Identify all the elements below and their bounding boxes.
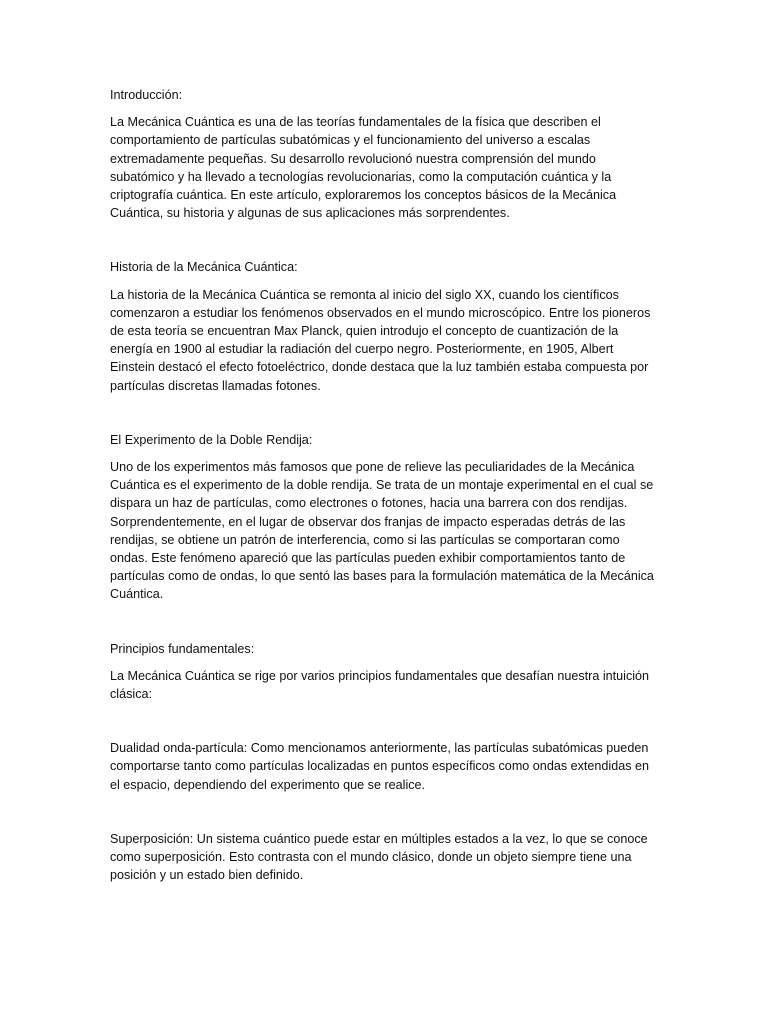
section-doble-rendija <box>110 431 658 604</box>
spacer <box>110 794 658 830</box>
section-paragraph: La Mecánica Cuántica se rige por varios principios fundamentales que desafían nuestra intuición clásica: <box>110 668 650 702</box>
section-paragraph: Uno de los experimentos más famosos que pone de relieve las peculiaridades de la Mecánica Cuántica es el experimento de la doble rendija. Se trata de un montaje experimental en el cual se dispara un haz de partículas, como electrones o fotones, hacia una barrera con dos rendijas. Sorprendentemente, en el lugar de observar dos franjas de impacto esperadas detrás de las rendijas, se obtiene un patrón de interferencia, como si las partículas se comportaran como ondas. Este fenómeno apareció que las partículas pueden exhibir comportamientos tanto de partículas como de ondas, lo que sentó las bases para la formulación matemática de la Mecánica Cuántica. <box>110 460 654 602</box>
section-heading: Historia de la Mecánica Cuántica: <box>110 260 298 275</box>
section-introduccion <box>110 86 658 222</box>
section-heading: El Experimento de la Doble Rendija: <box>110 432 313 447</box>
section-paragraph: La historia de la Mecánica Cuántica se remonta al inicio del siglo XX, cuando los científicos comenzaron a estudiar los fenómenos observados en el mundo microscópico. Entre los pioneros de esta teoría se encuentran Max Planck, quien introdujo el concepto de cuantización de la energía en 1900 al estudiar la radiación del cuerpo negro. Posteriormente, en 1905, Albert Einstein destacó el efecto fotoeléctrico, donde destaca que la luz también estaba compuesta por partículas discretas llamadas fotones. <box>110 287 651 393</box>
spacer <box>110 395 658 431</box>
spacer <box>110 604 658 640</box>
section-heading: Introducción: <box>110 88 183 102</box>
section-heading: Principios fundamentales: <box>110 641 255 656</box>
section-principios <box>110 640 658 704</box>
section-paragraph: La Mecánica Cuántica es una de las teorías fundamentales de la física que describen el comportamiento de partículas subatómicas y el funcionamiento del universo a escalas extremadamente pequeñas. Su desarrollo revolucionó nuestra comprensión del mundo subatómico y ha llevado a tecnologías revolucionarias, como la computación cuántica y la criptografía cuántica. En este artículo, exploraremos los conceptos básicos de la Mecánica Cuántica, su historia y algunas de sus aplicaciones más sorprendentes. <box>110 115 617 221</box>
principle-dualidad: Dualidad onda-partícula: Como mencionamos anteriormente, las partículas subatómicas pueden comportarse tanto como partículas localizadas en puntos específicos como ondas extendidas en el espacio, dependiendo del experimento que se realice. <box>110 741 650 792</box>
section-historia <box>110 258 658 394</box>
spacer <box>110 222 658 258</box>
principle-superposicion: Superposición: Un sistema cuántico puede estar en múltiples estados a la vez, lo que se conoce como superposición. Esto contrasta con el mundo clásico, donde un objeto siempre tiene una posición y un estado bien definido. <box>110 831 648 883</box>
document-page <box>110 86 658 885</box>
spacer <box>110 703 658 739</box>
